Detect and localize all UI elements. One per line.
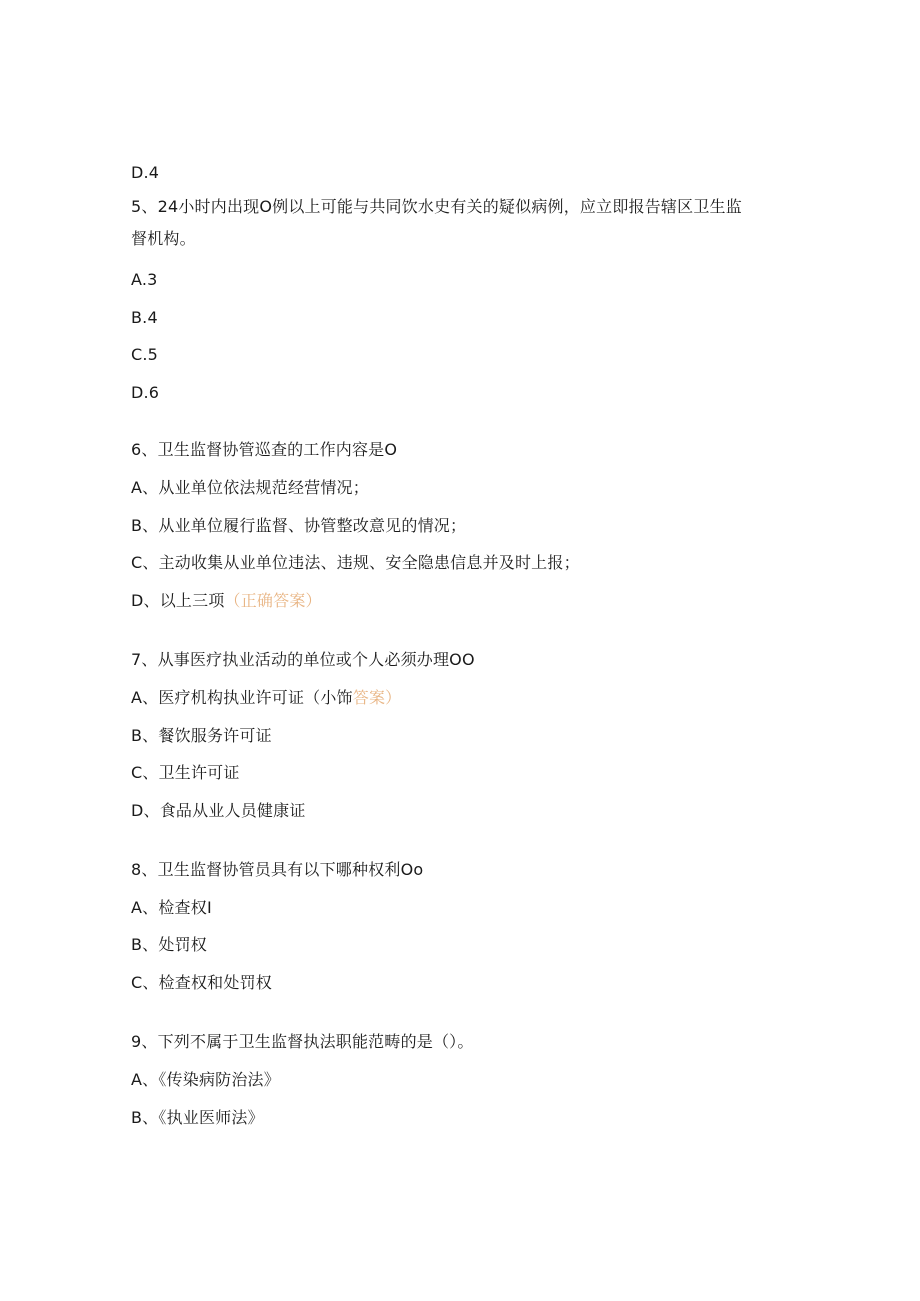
q5-option-d: D.6 (131, 383, 160, 402)
q7-option-d: D、食品从业人员健康证 (131, 801, 306, 820)
q9-question: 9、下列不属于卫生监督执法职能范畴的是（）。 (131, 1032, 474, 1051)
q8-option-a: A、检查权I (131, 898, 212, 917)
q5-option-c: C.5 (131, 345, 159, 364)
q5-option-b: B.4 (131, 308, 158, 327)
q7-answer-note: 答案） (352, 688, 402, 707)
q5-question-line2: 督机构。 (131, 229, 196, 248)
q6-option-a: A、从业单位依法规范经营情况； (131, 478, 369, 497)
q6-question: 6、卫生监督协管巡查的工作内容是O (131, 440, 398, 459)
q8-option-c: C、检查权和处罚权 (131, 973, 272, 992)
q7-option-a (131, 688, 401, 708)
q5-option-a: A.3 (131, 270, 158, 289)
q5-question-line1: 5、24小时内出现O例以上可能与共同饮水史有关的疑似病例，应立即报告辖区卫生监 (131, 197, 742, 216)
q6-option-b: B、从业单位履行监督、协管整改意见的情况； (131, 516, 467, 535)
q8-question: 8、卫生监督协管员具有以下哪种权利Oo (131, 860, 424, 879)
q6-answer-note: （正确答案） (224, 591, 322, 610)
q9-option-a: A、《传染病防治法》 (131, 1070, 280, 1089)
q6-option-c: C、主动收集从业单位违法、违规、安全隐患信息并及时上报； (131, 553, 580, 572)
q9-option-b: B、《执业医师法》 (131, 1108, 264, 1127)
q7-option-a-text: A、医疗机构执业许可证（小饰 (131, 688, 353, 707)
q8-option-b: B、处罚权 (131, 935, 207, 954)
q7-option-b: B、餐饮服务许可证 (131, 726, 272, 745)
q4-option-d: D.4 (131, 163, 160, 182)
q7-option-c: C、卫生许可证 (131, 763, 240, 782)
q7-question: 7、从事医疗执业活动的单位或个人必须办理OO (131, 650, 475, 669)
q6-option-d-text: D、以上三项 (131, 591, 225, 610)
q6-option-d (131, 591, 322, 611)
